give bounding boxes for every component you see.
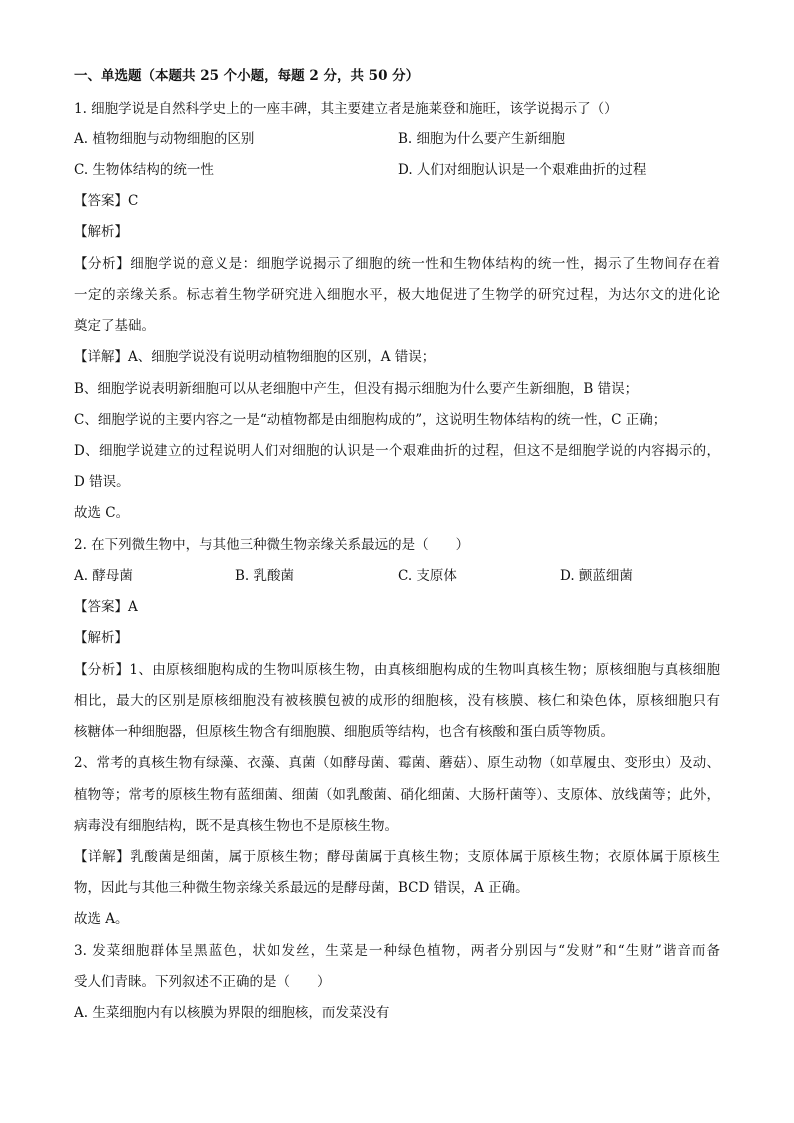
q2-analysis-line: 核糖体一种细胞器，但原核生物含有细胞膜、细胞质等结构，也含有核酸和蛋白质等物质。 (74, 724, 614, 740)
q2-analysis-line: 相比，最大的区别是原核细胞没有被核膜包被的成形的细胞核，没有核膜、核仁和染色体，原核细胞只有 (74, 693, 720, 709)
q1-answer: 【答案】C (74, 193, 139, 209)
question-1-stem: 1. 细胞学说是自然科学史上的一座丰碑，其主要建立者是施莱登和施旺，该学说揭示了（） (74, 101, 618, 117)
q1-detail-line: B、细胞学说表明新细胞可以从老细胞中产生，但没有揭示细胞为什么要产生新细胞，B 错误； (74, 381, 639, 397)
question-2-stem: 2. 在下列微生物中，与其他三种微生物亲缘关系最远的是（ ） (74, 537, 470, 553)
q2-option-a: A. 酵母菌 (74, 568, 133, 584)
q3-option-a: A. 生菜细胞内有以核膜为界限的细胞核，而发菜没有 (74, 1005, 390, 1021)
q2-option-d: D. 颤蓝细菌 (560, 568, 633, 584)
q2-detail-line: 物，因此与其他三种微生物亲缘关系最远的是酵母菌，BCD 错误，A 正确。 (74, 880, 529, 896)
question-3-stem: 受人们青睐。下列叙述不正确的是（ ） (74, 974, 331, 990)
q1-option-d: D. 人们对细胞认识是一个艰难曲折的过程 (398, 162, 647, 178)
q1-detail-line: D 错误。 (74, 474, 130, 490)
q1-detail-line: 【详解】A、细胞学说没有说明动植物细胞的区别，A 错误； (74, 349, 436, 365)
section-title: 一、单选题（本题共 25 个小题，每题 2 分，共 50 分） (74, 68, 420, 84)
q2-analysis-line: 病毒没有细胞结构，既不是真核生物也不是原核生物。 (74, 818, 398, 834)
q1-analysis-line: 一定的亲缘关系。标志着生物学研究进入细胞水平，极大地促进了生物学的研究过程，为达尔文的进化论 (74, 287, 720, 303)
q2-analysis-line: 【分析】1、由原核细胞构成的生物叫原核生物，由真核细胞构成的生物叫真核生物；原核细胞与真核细胞 (74, 662, 720, 678)
q1-detail-line: D、细胞学说建立的过程说明人们对细胞的认识是一个艰难曲折的过程，但这不是细胞学说的内容揭示的， (74, 443, 720, 459)
q2-analysis-line: 2、常考的真核生物有绿藻、衣藻、真菌（如酵母菌、霉菌、蘑菇）、原生动物（如草履虫、变形虫）及动、 (74, 755, 720, 771)
q2-analysis-line: 植物等；常考的原核生物有蓝细菌、细菌（如乳酸菌、硝化细菌、大肠杆菌等）、支原体、放线菌等；此外， (74, 787, 720, 803)
q1-detail-line: C、细胞学说的主要内容之一是“动植物都是由细胞构成的”，这说明生物体结构的统一性，C 正确； (74, 412, 667, 428)
q2-option-b: B. 乳酸菌 (235, 568, 295, 584)
q1-option-a: A. 植物细胞与动物细胞的区别 (74, 131, 255, 147)
q2-option-c: C. 支原体 (398, 568, 457, 584)
q1-conclusion: 故选 C。 (74, 505, 130, 521)
q1-option-c: C. 生物体结构的统一性 (74, 162, 214, 178)
q2-detail-line: 【详解】乳酸菌是细菌，属于原核生物；酵母菌属于真核生物；支原体属于原核生物；衣原体属于原核生 (74, 849, 720, 865)
q1-analysis-line: 奠定了基础。 (74, 318, 155, 334)
q1-analysis-label: 【解析】 (74, 224, 128, 240)
q2-conclusion: 故选 A。 (74, 911, 129, 927)
q2-answer: 【答案】A (74, 599, 138, 615)
q1-analysis-line: 【分析】细胞学说的意义是：细胞学说揭示了细胞的统一性和生物体结构的统一性，揭示了生物间存在着 (74, 256, 720, 272)
q1-option-b: B. 细胞为什么要产生新细胞 (398, 131, 566, 147)
q2-analysis-label: 【解析】 (74, 630, 128, 646)
question-3-stem: 3. 发菜细胞群体呈黑蓝色，状如发丝，生菜是一种绿色植物，两者分别因与“发财”和“生财”谐音而备 (74, 943, 720, 959)
